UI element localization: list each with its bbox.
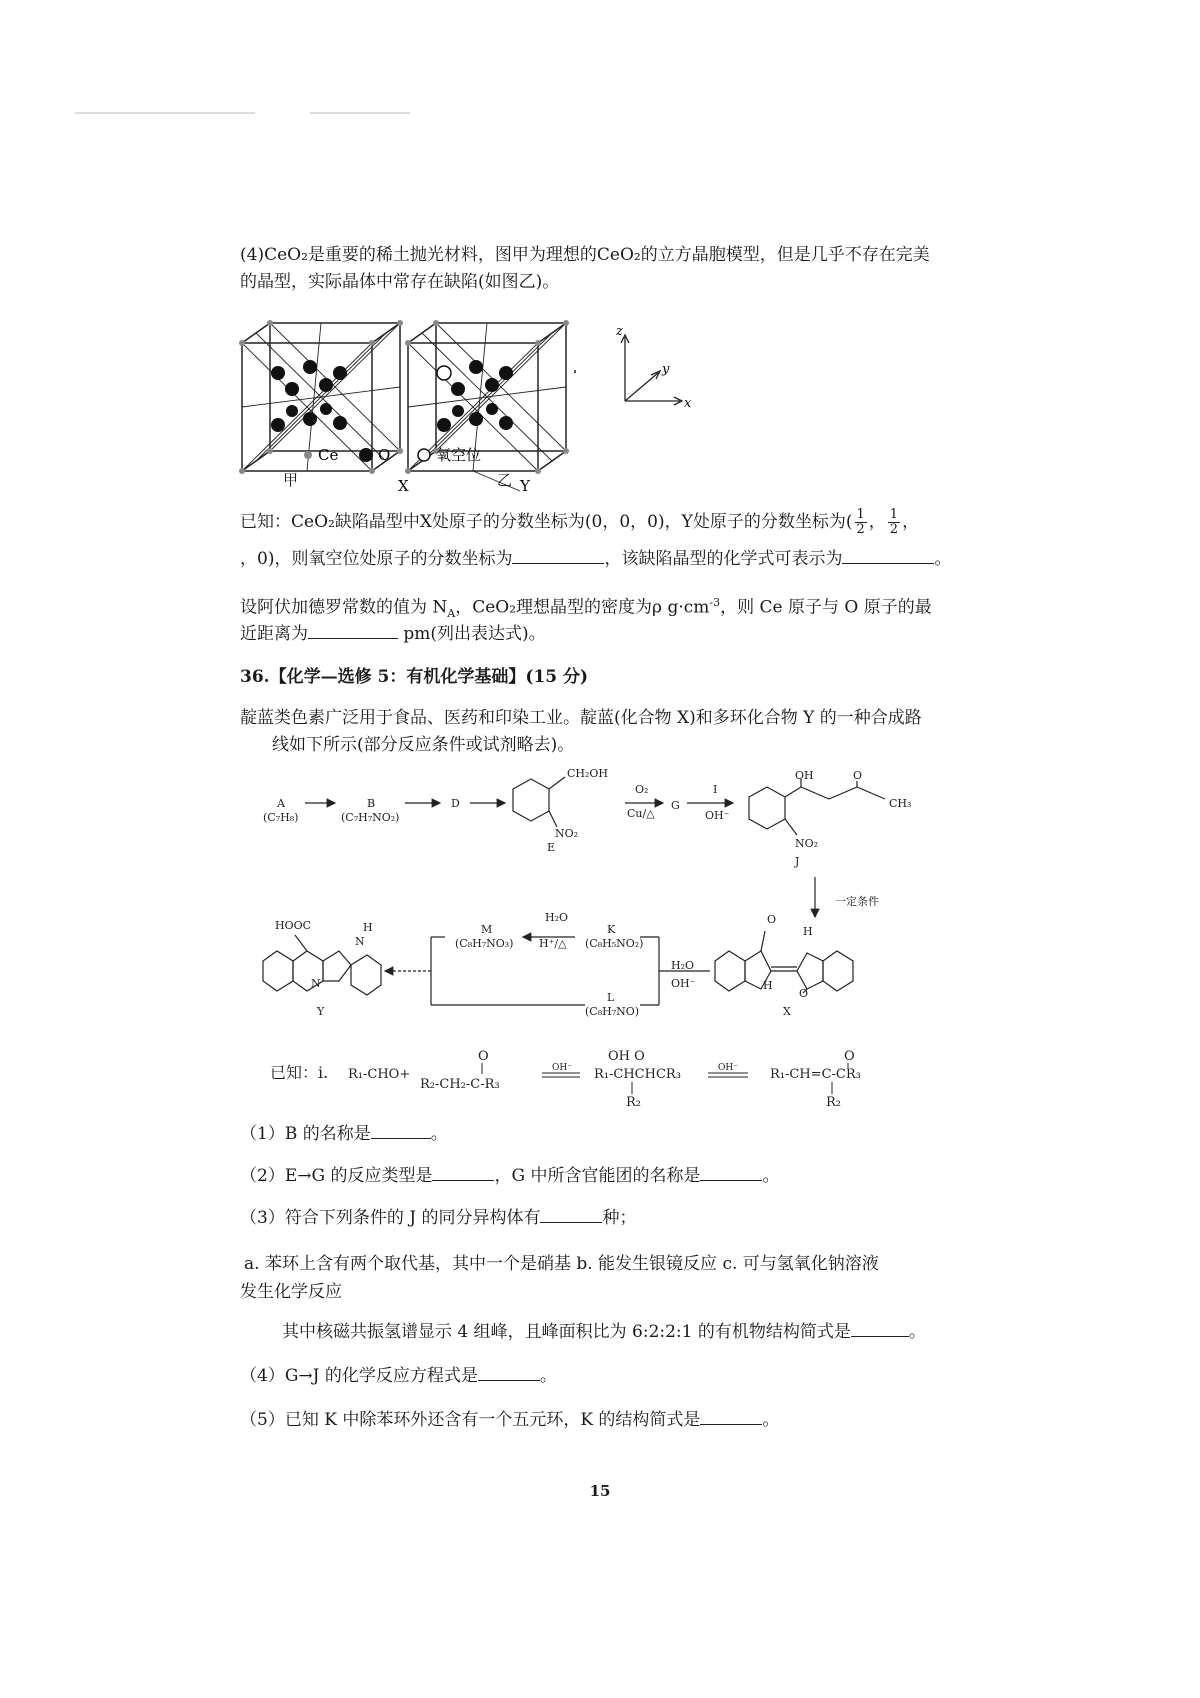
cmpd-d: D: [451, 797, 460, 810]
reagent-o2: O₂: [635, 783, 649, 796]
answer-blank-isomer-count[interactable]: [540, 1206, 602, 1223]
axis-z-label: z: [616, 324, 623, 339]
label-yi: 乙: [497, 471, 513, 489]
known-label: 已知：ⅰ.: [270, 1063, 329, 1082]
known-text-a: 已知：CeO₂缺陷晶型中X处原子的分数坐标为(0，0，0)，Y处原子的分数坐标为(: [240, 512, 853, 532]
reagent-i: I: [713, 783, 718, 796]
y-label: Y: [520, 477, 530, 495]
cmpd-b: B: [367, 797, 376, 810]
reagent-h2o-2: H₂O: [671, 959, 695, 972]
answer-blank-distance[interactable]: [308, 622, 398, 639]
y-hooc: HOOC: [275, 919, 312, 932]
q36-p3a: a. 苯环上含有两个取代基，其中一个是硝基 b. 能发生银镜反应 c. 可与氢氧化钠溶液: [244, 1254, 879, 1274]
o-atoms-jia: [271, 360, 347, 432]
known-prod2-r2: R₂: [826, 1095, 841, 1110]
q4-line1: (4)CeO₂是重要的稀土抛光材料，图甲为理想的CeO₂的立方晶胞模型，但是几乎不存在完美: [240, 245, 930, 265]
known-r2: R₂-CH₂-C-R₃: [420, 1077, 500, 1092]
answer-blank-equation[interactable]: [478, 1364, 540, 1381]
q36-intro1: 靛蓝类色素广泛用于食品、医药和印染工业。靛蓝(化合物 X)和多环化合物 Y 的一种合成路: [240, 708, 922, 728]
fraction-half: $\frac{1}{2}$: [856, 507, 865, 537]
known-oh1: OH⁻: [552, 1063, 572, 1073]
cmpd-b-formula: (C₇H₇NO₂): [341, 811, 400, 824]
reagent-oh-2: OH⁻: [671, 977, 696, 990]
j-o: O: [853, 769, 863, 782]
known-r1cho: R₁-CHO+: [348, 1067, 411, 1082]
q36-title: 36.【化学—选修 5：有机化学基础】(15 分): [240, 667, 588, 687]
j-ch3: CH₃: [889, 797, 912, 810]
answer-blank-formula[interactable]: [842, 547, 934, 564]
scan-noise: [75, 112, 255, 114]
known-prod2-top: O: [844, 1049, 855, 1064]
x-h1: H: [763, 979, 773, 992]
cmpd-y: Y: [317, 1005, 325, 1018]
x-o2: O: [799, 987, 809, 1000]
q4-known-line2: ，0)，则氧空位处原子的分数坐标为 ，该缺陷晶型的化学式可表示为 。: [240, 549, 952, 569]
q4-na-line2: 近距离为 pm(列出表达式)。: [240, 624, 546, 644]
e-ch2oh: CH₂OH: [567, 767, 609, 780]
q4-line2: 的晶型，实际晶体中常存在缺陷(如图乙)。: [240, 272, 560, 292]
cmpd-l-formula: (C₈H₇NO): [585, 1005, 640, 1018]
j-oh: OH: [795, 769, 814, 782]
q36-p2: （2）E→G 的反应类型是 ，G 中所含官能团的名称是 。: [240, 1166, 780, 1186]
q36-intro2: 线如下所示(部分反应条件或试剂略去)。: [272, 735, 575, 755]
cmpd-k-formula: (C₈H₅NO₂): [585, 937, 644, 950]
q36-p3a2: 发生化学反应: [240, 1282, 342, 1302]
legend: [300, 443, 540, 467]
legend-ce: Ce: [318, 446, 339, 464]
cmpd-e: E: [547, 841, 556, 854]
legend-vacancy: 氧空位: [436, 446, 482, 464]
answer-blank-k-structure[interactable]: [700, 1408, 762, 1425]
q36-p4: （4）G→J 的化学反应方程式是 。: [240, 1366, 557, 1386]
cmpd-a-formula: (C₇H₈): [263, 811, 299, 824]
cmpd-a: A: [277, 797, 285, 810]
cmpd-j: J: [795, 855, 800, 868]
y-n: N: [311, 977, 321, 990]
answer-blank-functional-group[interactable]: [700, 1164, 762, 1181]
q4-na-line1: 设阿伏加德罗常数的值为 $N_A$，CeO₂理想晶型的密度为ρ $g\cdot cm^{-3}$，则 Ce 原子与 O 原子的最: [240, 596, 932, 621]
q36-p3b: 其中核磁共振氢谱显示 4 组峰，且峰面积比为 6:2:2:1 的有机物结构简式是 。: [282, 1322, 926, 1342]
reagent-hplus: H⁺/△: [539, 937, 567, 950]
known-prod1-top: OH O: [608, 1049, 645, 1064]
cmpd-m-formula: (C₈H₇NO₃): [455, 937, 514, 950]
legend-o: O: [378, 446, 391, 464]
page-number: 15: [589, 1482, 611, 1500]
answer-blank-structure[interactable]: [851, 1320, 909, 1337]
known-oh2: OH⁻: [718, 1063, 738, 1073]
axis-y-label: y: [662, 362, 670, 377]
known-prod1: R₁-CHCHCR₃: [594, 1067, 681, 1082]
reagent-oh: OH⁻: [705, 809, 730, 822]
answer-blank-vacancy-coord[interactable]: [512, 547, 604, 564]
axes-icon: [621, 335, 682, 405]
cmpd-m: M: [481, 923, 493, 936]
axis-x-label: x: [684, 396, 692, 411]
j-no2: NO₂: [795, 837, 819, 850]
y-nh: N: [355, 935, 365, 948]
crystal-figure: [230, 315, 700, 495]
q36-p5: （5）已知 K 中除苯环外还含有一个五元环，K 的结构简式是 。: [240, 1410, 780, 1430]
known-o: O: [478, 1049, 489, 1064]
answer-blank-b-name[interactable]: [371, 1122, 431, 1139]
label-jia: 甲: [283, 471, 299, 489]
q36-p3: （3）符合下列条件的 J 的同分异构体有 种；: [240, 1208, 637, 1228]
y-h: H: [363, 921, 373, 934]
cmpd-k: K: [607, 923, 616, 936]
q4-known-line: 已知：CeO₂缺陷晶型中X处原子的分数坐标为(0，0，0)，Y处原子的分数坐标为( $\frac{1}{2}$ ， $\frac{1}{2}$ ，: [240, 507, 920, 537]
oxygen-vacancy: [437, 366, 451, 380]
answer-blank-reaction-type[interactable]: [432, 1164, 494, 1181]
cmpd-l: L: [607, 991, 615, 1004]
known-prod1-r2: R₂: [626, 1095, 641, 1110]
x-o1: O: [767, 913, 777, 926]
reagent-cond: 一定条件: [835, 895, 879, 908]
x-h2: H: [803, 925, 813, 938]
e-no2: NO₂: [555, 827, 579, 840]
x-label: X: [398, 477, 409, 495]
reagent-h2o: H₂O: [545, 911, 569, 924]
fraction-half: $\frac{1}{2}$: [889, 507, 899, 537]
scan-noise: [310, 112, 410, 114]
known-reaction: [270, 1040, 920, 1116]
cmpd-x: X: [783, 1005, 791, 1018]
q36-p1: （1）B 的名称是 。: [240, 1124, 448, 1144]
cmpd-g: G: [671, 799, 680, 812]
known-prod2: R₁-CH=C-CR₃: [770, 1067, 861, 1082]
synthesis-scheme: [255, 765, 965, 1025]
reagent-cu: Cu/△: [627, 807, 655, 820]
